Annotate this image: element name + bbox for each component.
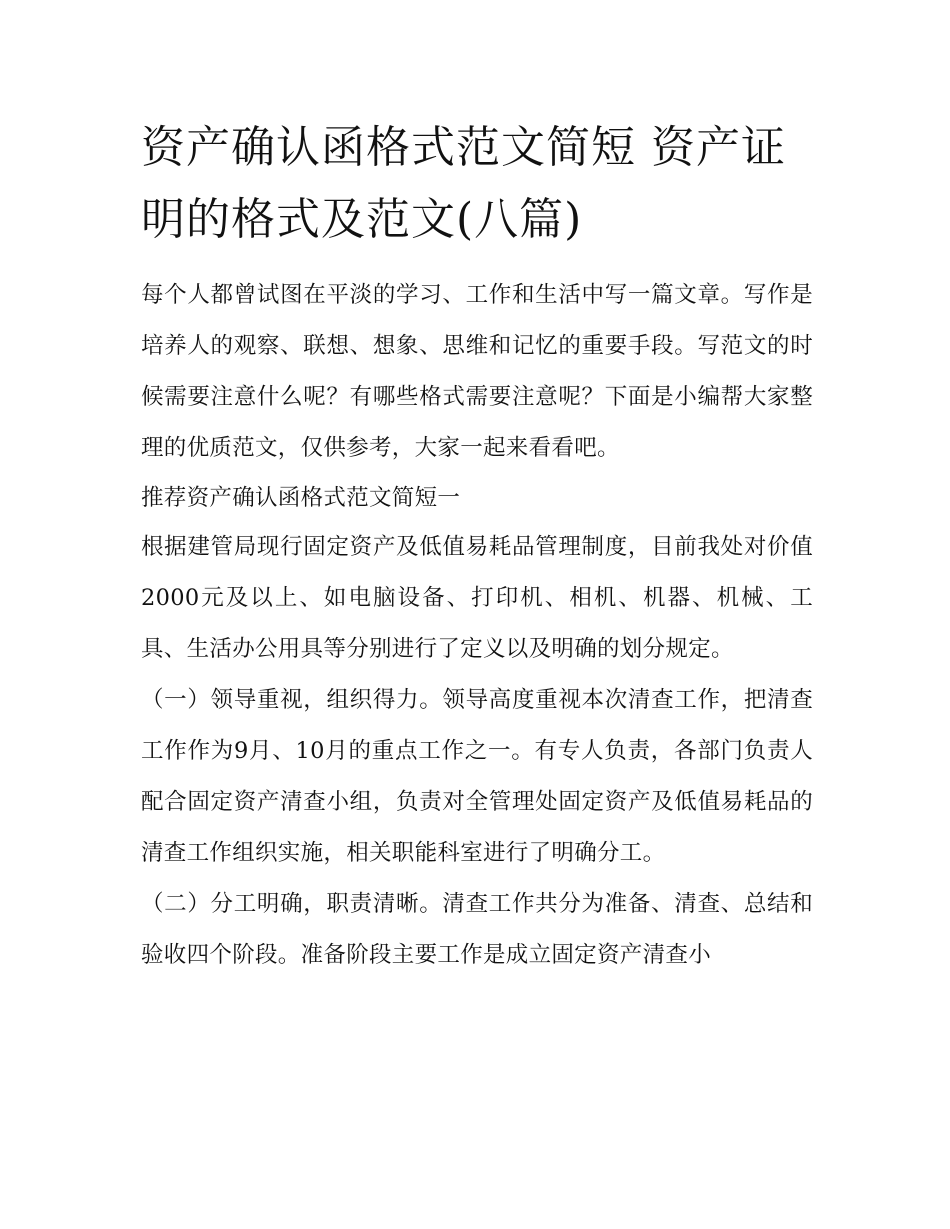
document-title: 资产确认函格式范文简短 资产证明的格式及范文(八篇) (141, 122, 786, 245)
intro-paragraph: 每个人都曾试图在平淡的学习、工作和生活中写一篇文章。写作是培养人的观察、联想、想象、思维和记忆的重要手段。写范文的时候需要注意什么呢？有哪些格式需要注意呢？下面是小编帮大家整理的优质范文，仅供参考，大家一起来看看吧。 (141, 282, 813, 461)
body-paragraph-3: （二）分工明确，职责清晰。清查工作共分为准备、清查、总结和验收四个阶段。准备阶段主要工作是成立固定资产清查小 (141, 891, 813, 968)
section-heading: 推荐资产确认函格式范文简短一 (141, 485, 461, 511)
body-paragraph-2: （一）领导重视，组织得力。领导高度重视本次清查工作，把清查工作作为9月、10月的重点工作之一。有专人负责，各部门负责人配合固定资产清查小组，负责对全管理处固定资产及低值易耗品的清查工作组织实施，相关职能科室进行了明确分工。 (141, 687, 813, 866)
body-paragraph-1: 根据建管局现行固定资产及低值易耗品管理制度，目前我处对价值2000元及以上、如电脑设备、打印机、相机、机器、机械、工具、生活办公用具等分别进行了定义以及明确的划分规定。 (141, 534, 813, 662)
document-body (141, 112, 813, 981)
